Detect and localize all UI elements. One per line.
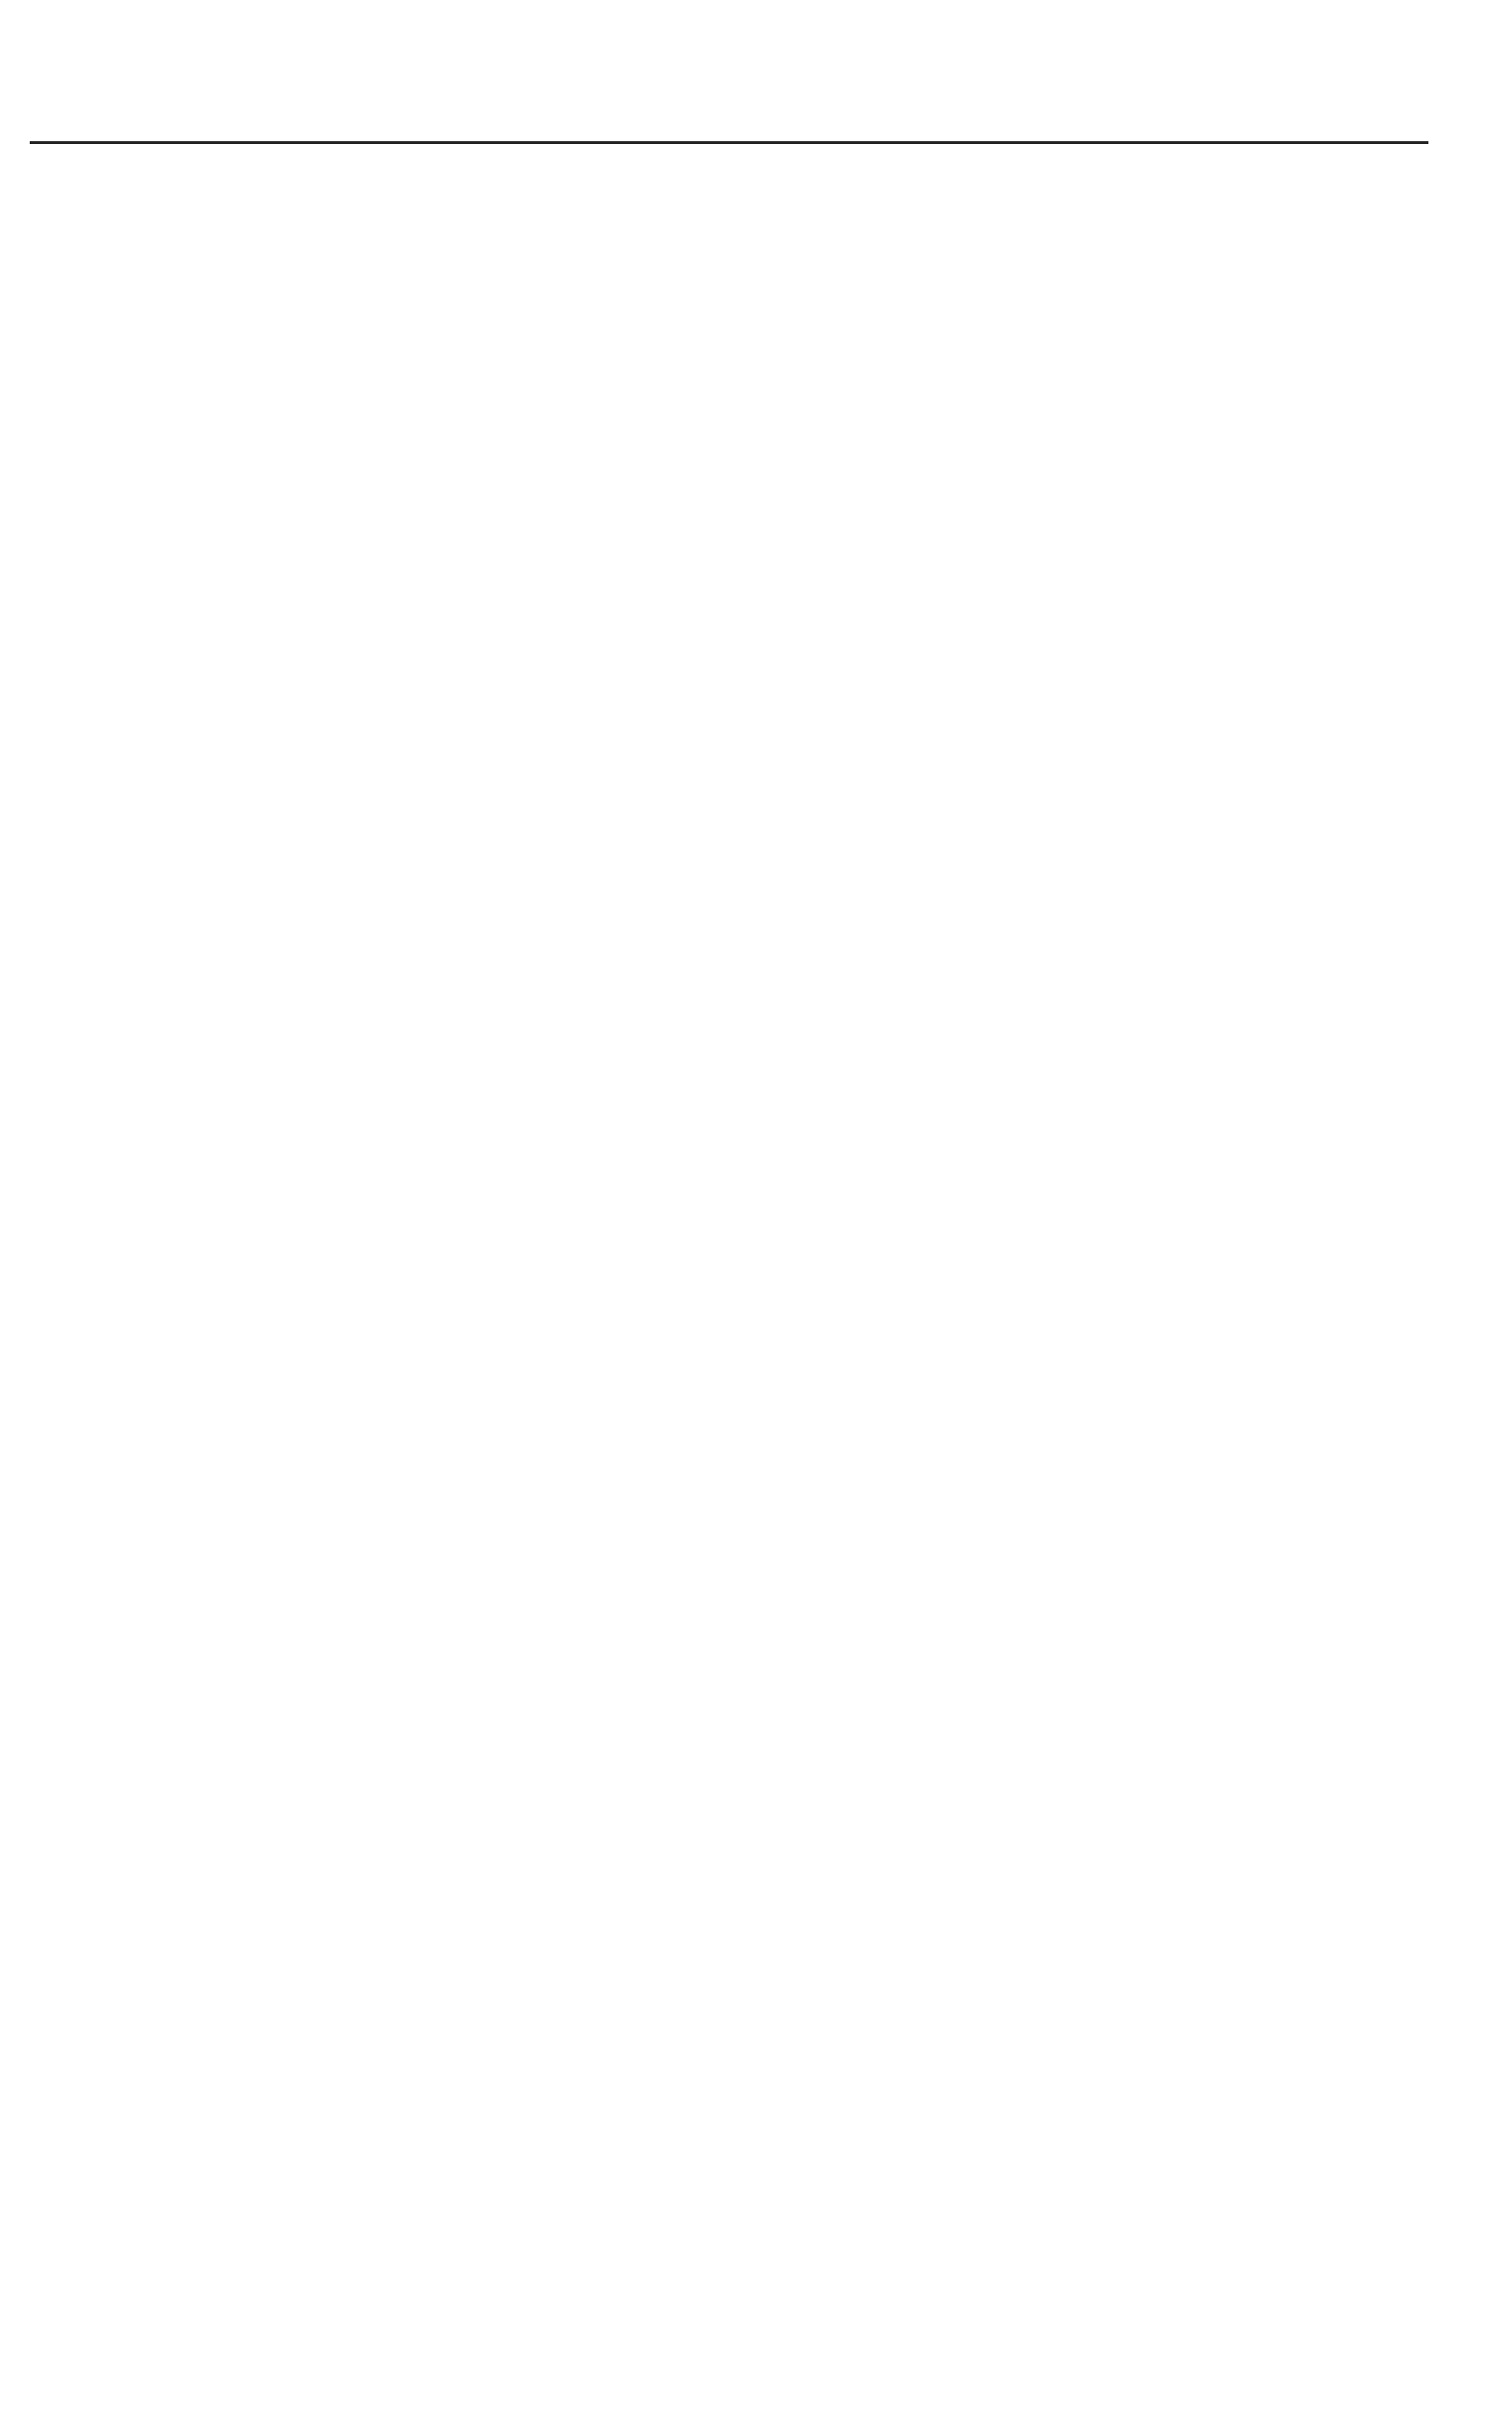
document-page	[30, 0, 1428, 2419]
running-header	[30, 78, 1428, 130]
header-rule	[30, 141, 1428, 144]
